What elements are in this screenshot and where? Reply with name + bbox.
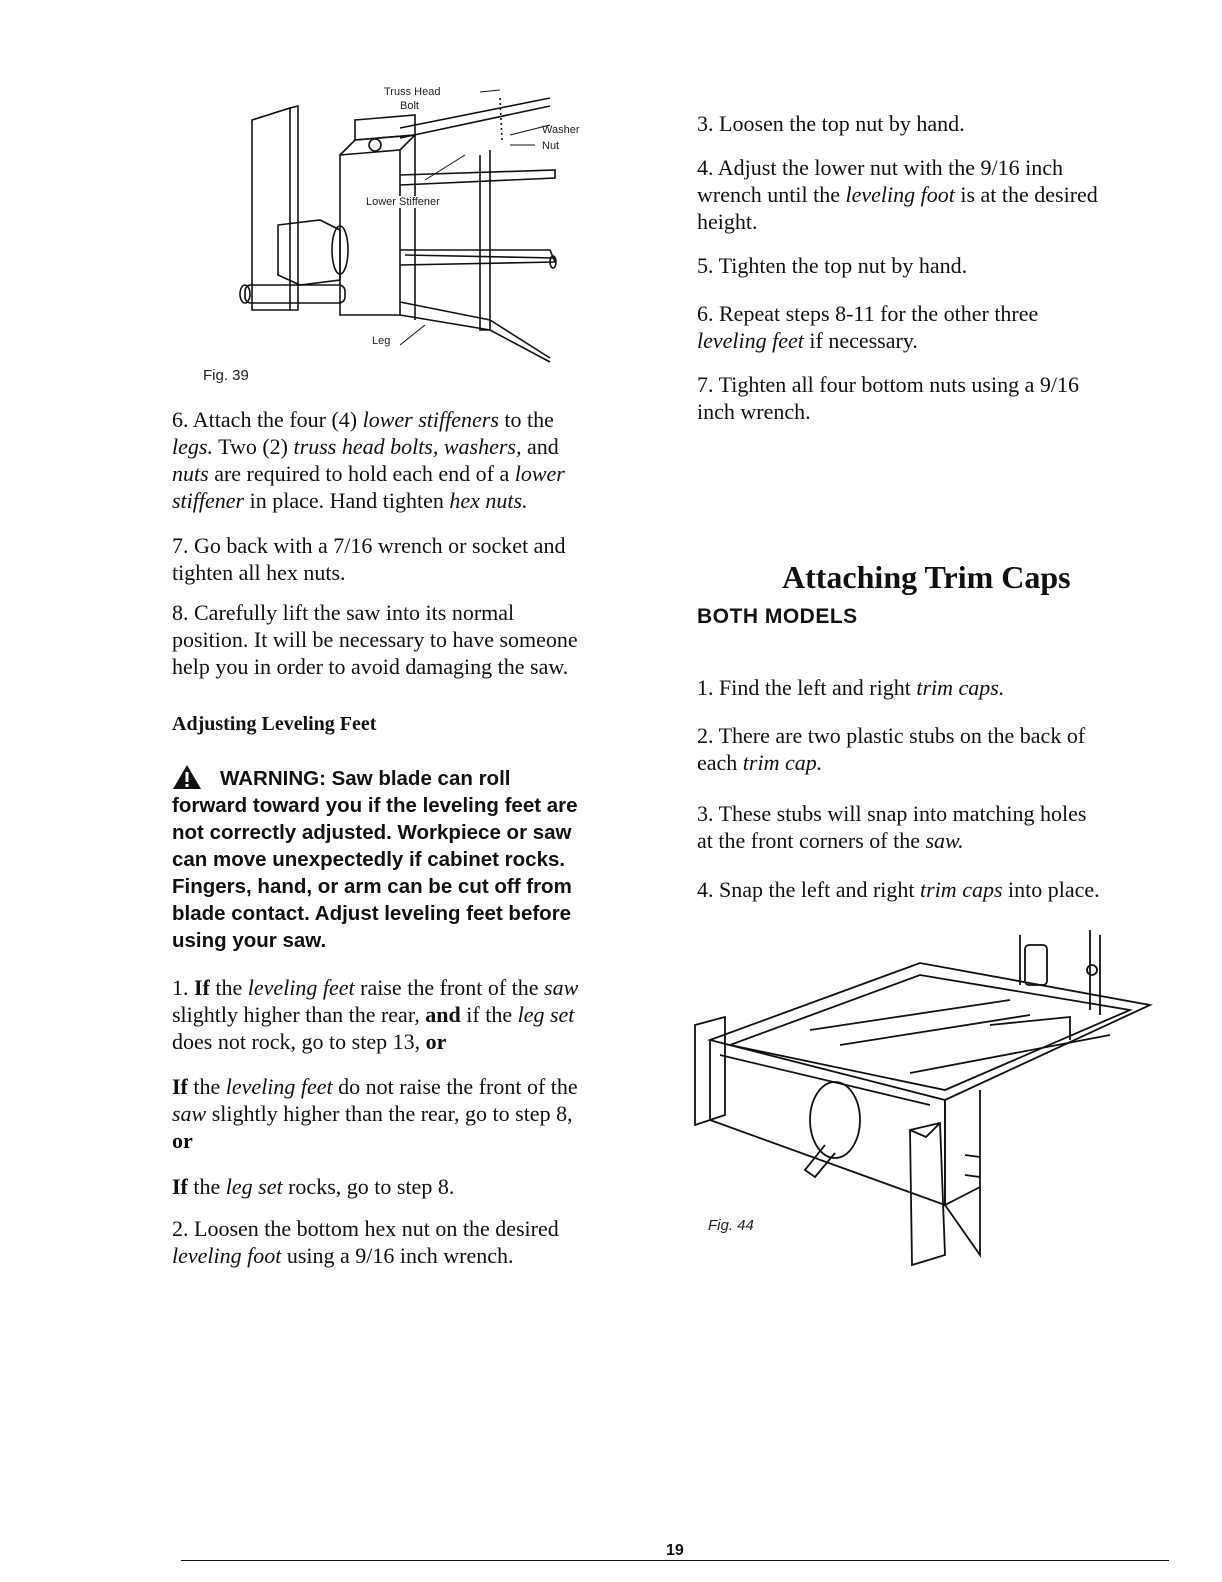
fig-44-caption: Fig. 44 xyxy=(708,1217,754,1234)
label-nut: Nut xyxy=(542,140,560,152)
right-step-6: 6. Repeat steps 8-11 for the other three leveling feet if necessary. xyxy=(697,301,1039,353)
step-6-paragraph: 6. Attach the four (4) lower stiffeners to the legs. Two (2) truss head bolts, washers, and nuts are required to hold each end of a lower stiffener in place. Hand tighten hex nuts. xyxy=(172,407,565,513)
right-step-4: 4. Adjust the lower nut with the 9/16 inch wrench until the leveling foot is at the desired height. xyxy=(697,155,1098,234)
footer-rule xyxy=(181,1560,1169,1561)
label-lower-stiffener: Lower Stiffener xyxy=(366,196,440,208)
label-bolt: Bolt xyxy=(400,100,419,112)
trim-step-2: 2. There are two plastic stubs on the back of each trim cap. xyxy=(697,723,1086,775)
trim-step-3: 3. These stubs will snap into matching holes at the front corners of the saw. xyxy=(697,801,1087,853)
trim-step-4: 4. Snap the left and right trim caps into place. xyxy=(697,877,1100,902)
warning-text: WARNING: Saw blade can roll forward toward you if the leveling feet are not correctly adjusted. Workpiece or saw can move unexpectedly if cabinet rocks. Fingers, hand, or arm can be cut off from blade contact. Adjust leveling feet before using your saw. xyxy=(172,767,578,952)
page-number: 19 xyxy=(662,1542,688,1560)
label-leg: Leg xyxy=(372,335,391,347)
right-step-7: 7. Tighten all four bottom nuts using a 9/16 inch wrench. xyxy=(697,372,1079,424)
fig-39-caption: Fig. 39 xyxy=(203,367,249,384)
attaching-trim-caps-heading: Attaching Trim Caps xyxy=(782,559,1071,595)
trim-step-1: 1. Find the left and right trim caps. xyxy=(697,675,1005,700)
step-8-paragraph: 8. Carefully lift the saw into its normal position. It will be necessary to have someone help you in order to avoid damaging the saw. xyxy=(172,600,578,679)
leveling-step-1: 1. If the leveling feet raise the front of the saw slightly higher than the rear, and if the leg set does not rock, go to step 13, or xyxy=(172,975,579,1054)
leveling-step-1-alt: If the leveling feet do not raise the front of the saw slightly higher than the rear, go to step 8, or xyxy=(172,1074,578,1153)
figure-39 xyxy=(190,80,610,390)
leveling-step-1-rocks: If the leg set rocks, go to step 8. xyxy=(172,1174,455,1199)
trim-caps-illustration xyxy=(690,925,1170,1285)
right-step-3: 3. Loosen the top nut by hand. xyxy=(697,111,965,136)
both-models-subheading: BOTH MODELS xyxy=(697,605,858,628)
right-step-5: 5. Tighten the top nut by hand. xyxy=(697,253,968,278)
adjusting-leveling-feet-heading: Adjusting Leveling Feet xyxy=(172,713,377,735)
label-washer: Washer xyxy=(542,124,580,136)
step-7-paragraph: 7. Go back with a 7/16 wrench or socket and tighten all hex nuts. xyxy=(172,533,566,585)
label-truss-head: Truss Head xyxy=(384,86,441,98)
leveling-step-2: 2. Loosen the bottom hex nut on the desired leveling foot using a 9/16 inch wrench. xyxy=(172,1216,559,1268)
